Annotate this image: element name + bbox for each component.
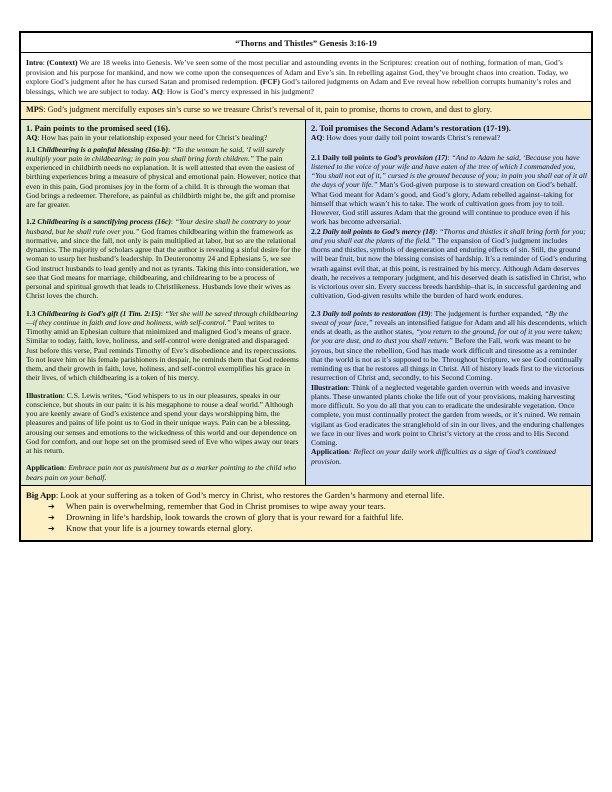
points-columns (19, 120, 593, 486)
mps-section (19, 102, 593, 120)
subpoint-2-2: 2.2 Daily toil points to God’s mercy (18): “Thorns and thistles it shall bring forth for you; and you shall eat the plants of the field.” The expansion of God’s judgment includes thorns and thistles, symbols of degeneration and enduring effects of sin. Still, the ground will bear fruit, but now the blessing consists of hardship. It’s a reminder of God’s enduring wrath against evil that, at this point, is restrained by his mercy. Although Adam deserves death, he receives a temporary judgment, and his deserved death is satisfied in Christ, who is victorious over sin. Every success breeds hardship–that is, in successful gardening and cultivation, God-given results while the burden of hard work endures. (311, 226, 587, 301)
intro-label: Intro (26, 58, 43, 67)
subpoint-title: Childbearing is God’s gift (1 Tim. 2:15) (37, 308, 161, 318)
point-one-column (21, 120, 306, 485)
big-app-text: : Look at your suffering as a token of God’s mercy in Christ, who restores the Garden’s harmony and eternal life. (55, 489, 445, 500)
scripture-quote: “And to Adam he said, ‘Because you have listened to the voice of your wife and have eaten of the tree of which I commanded you, “You shall not eat of it,” cursed is the ground because of you; in pain you shall eat of it all the days of your life.” (311, 152, 587, 190)
scripture-quote: “Your desire shall be contrary to your husband, but he shall rule over you.” (26, 217, 291, 236)
subpoint-1-1: 1.1 Childbearing is a painful blessing (16a-b): “To the woman he said, ‘I will surely multiply your pain in childbearing; in pain you shall bring forth children.” The pain experienced in childbirth needs no explanation. It is well attested that even the easiest of birthing experiences bring a measure of physical and emotional pain. However, notice that even in this pain, God promises joy in the form of a child. It is through the woman that God brings a redeemer. Therefore, as painful as childbirth might be, the gift and promise are far greater. (26, 144, 301, 210)
subpoint-intro: : The judgement is further expanded, (430, 308, 545, 318)
subpoint-number: 2.3 (311, 308, 323, 318)
scripture-quote: “you return to the ground, for out of it you were taken; for you are dust, and to dust you shall return.” (311, 327, 583, 346)
subpoint-body: Man’s God-given purpose is to steward creation on God’s behalf. What God meant for Adam’s good, and God’s glory, Adam rebelled against–taking for himself that which wasn’t his to take. The work of cultivation goes from joy to toil. However, God still assures Adam that the ground will continue to produce even if his work has become adversarial. (311, 180, 578, 227)
intro-text: We are 18 weeks into Genesis. We’ve seen some of the most peculiar and astounding events in the Scriptures: creation out of nothing, formation of man, God’s provision and his purpose for mankind, and now we come upon the consequences of Adam and Eve’s sin. In rebelling against God, they’ve brought chaos into creation. Today, we explore God’s judgment after he has cursed Satan and promised redemption. (26, 58, 569, 87)
intro-aq-text: : How is God’s mercy expressed in his judgment? (162, 86, 314, 96)
list-item-text: When pain is overwhelming, remember that God in Christ promises to wipe away your tears. (66, 500, 386, 511)
list-item (48, 512, 586, 523)
list-item-text: Know that your life is a journey towards eternal glory. (66, 522, 253, 533)
point-two-aq-text: : How does your daily toil point towards Christ’s renewal? (322, 133, 501, 143)
fcf-text: God’s tailored judgments on Adam and Eve reveal how rebellion corrupts humanity’s roles and blessings, which we are subject to today. (26, 77, 571, 96)
application-text: : Reflect on your daily work difficulties as a sign of God’s continued provision. (311, 447, 556, 466)
list-item (48, 501, 586, 512)
subpoint-body: Paul writes to Timothy amid an Ephesian culture that minimized and maligned God’s means of grace. Similar to today, faith, love, holiness, and self-control were denigrated and disparaged. Just before this verse, Paul reminds Timothy of Eve’s disobedience and its repercussions. To not leave him or his female parishioners in despair, he reminds them that God redeems them, and their growth in faith, love, holiness, and self-control exemplifies his grace in their lives, of which childbearing is a token of his mercy. (26, 317, 299, 383)
list-item (48, 523, 586, 534)
arrow-icon: ➔ (48, 501, 55, 511)
point-one-aq-label: AQ (26, 133, 38, 143)
fcf-label: (FCF) (260, 77, 280, 87)
scripture-quote: “To the woman he said, ‘I will surely multiply your pain in childbearing; in pain you shall bring forth children.” (26, 144, 285, 163)
intro-aq-label: AQ (151, 86, 163, 96)
big-app-label: Big App (26, 489, 56, 500)
subpoint-number: 1.2 (26, 217, 38, 227)
mps-label: MPS (26, 105, 44, 115)
point-two-aq-label: AQ (311, 133, 323, 143)
subpoint-title: Childbearing is a painful blessing (16a-b) (37, 144, 168, 154)
application-label: Application (311, 447, 349, 457)
subpoint-2-1: 2.1 Daily toil points to God’s provision (17): “And to Adam he said, ‘Because you have listened to the voice of your wife and have eaten of the tree of which I commanded you, “You shall not eat of it,” cursed is the ground because of you; in pain you shall eat of it all the days of your life.” Man’s God-given purpose is to steward creation on God’s behalf. What God meant for Adam’s good, and God’s glory, Adam rebelled against–taking for himself that which wasn’t his to take. The work of cultivation goes from joy to toil. However, God still assures Adam that the ground will continue to produce even if his work has become adversarial. (311, 152, 587, 227)
subpoint-number: 2.2 (311, 226, 323, 236)
illustration-label: Illustration (26, 390, 63, 400)
subpoint-title: Daily toil points to God’s mercy (18) (322, 226, 436, 236)
application-text: : Embrace pain not as punishment but as a marker pointing to the child who bears pain on your behalf. (26, 463, 296, 482)
subpoint-body: God frames childbearing within the framework as normative, and since the fall, not only is pain multiplied at labor, but so are the relational dynamics. The majority of scholars agree that the author is revealing a sinful desire for the woman to usurp her husband’s leadership. In Deuteronomy 24 and Ephesians 5, we see God instruct husbands to lead gently and not as tyrants. Taking this into consideration, we see that God means for marriage, childbearing, and childrearing to be a process of personal and spiritual growth that leads to Christlikeness. Husbands love their wives as Christ loves the church. (26, 226, 301, 301)
mps-text: : God’s judgment mercifully exposes sin’s curse so we treasure Christ’s reversal of it, pain to promise, thorns to crown, and dust to glory. (43, 105, 492, 115)
arrow-icon: ➔ (48, 512, 55, 522)
big-app-list (26, 501, 586, 534)
subpoint-1-3: 1.3 Childbearing is God’s gift (1 Tim. 2:15): “Yet she will be saved through childbearing—if they continue in faith and love and holiness, with self-control.” Paul writes to Timothy amid an Ephesian culture that minimized and maligned God’s means of grace. Similar to today, faith, love, holiness, and self-control were denigrated and disparaged. Just before this verse, Paul reminds Timothy of Eve’s disobedience and its repercussions. To not leave him or his female parishioners in despair, he reminds them that God redeems them, and their growth in faith, love, holiness, and self-control exemplifies his grace in their lives, of which childbearing is a token of his mercy. (26, 308, 299, 383)
subpoint-title: Daily toil points to restoration (19) (322, 308, 431, 318)
big-app-section (19, 486, 593, 542)
subpoint-body: Before the Fall, work was meant to be joyous, but since the rebellion, God has made work difficult and tiresome as a reminder that the world is not as it’s supposed to be. Throughout Scripture, we see God continually reminding us that he restores all things in Christ. All of history leads first to the victorious resurrection of Christ and, secondly, to his Second Coming. (311, 336, 585, 383)
point-two-column (306, 120, 591, 485)
application-one (26, 463, 301, 482)
intro-section: Intro: (Context) We are 18 weeks into Genesis. We’ve seen some of the most peculiar and astounding events in the Scriptures: creation out of nothing, formation of man, God’s provision and his purpose for mankind, and now we come upon the consequences of Adam and Eve’s sin. In rebelling against God, they’ve brought chaos into creation. Today, we explore God’s judgment after he has cursed Satan and promised redemption. (FCF) God’s tailored judgments on Adam and Eve reveal how rebellion corrupts humanity’s roles and blessings, which we are subject to today. AQ: How is God’s mercy expressed in his judgment? (19, 53, 593, 102)
page-title: “Thorns and Thistles” Genesis 3:16-19 (19, 31, 593, 53)
scripture-quote: “By the sweat of your face,” (311, 308, 568, 327)
subpoint-middle: reveals an intensified fatigue for Adam and all his descendents, which ends at death, as the author states, (311, 317, 587, 337)
context-label: (Context) (46, 58, 78, 67)
subpoint-number: 1.3 (26, 308, 38, 318)
illustration-text: : C.S. Lewis writes, “God whispers to us in our pleasures, speaks in our conscience, but shouts in our pain: it is his megaphone to rouse a deaf world.” Although you are keenly aware of God’s existence and spend your days worshipping him, the pleasures and pains of life point us to God in their unique ways. Pain can be a blessing, arousing our senses and emotions to the wickedness of this world and our dependence on God for comfort, and our hope set on the promised seed of Eve who wipes away our tears at his return. (26, 390, 299, 456)
illustration-label: Illustration (311, 382, 348, 392)
arrow-icon: ➔ (48, 523, 55, 533)
subpoint-body: The pain experienced in childbirth needs no explanation. It is well attested that even the easiest of birthing experiences bring a measure of physical and emotional pain. However, notice that even in this pain, God promises joy in the form of a child. It is through the woman that God brings a redeemer. Therefore, as painful as childbirth might be, the gift and promise are far greater. (26, 153, 301, 210)
sermon-outline (19, 31, 593, 542)
subpoint-2-3 (311, 309, 587, 383)
illustration-text: : Think of a neglected vegetable garden overrun with weeds and invasive plants. These unwanted plants choke the life out of your provisions, making harvesting more difficult. So you do all that you can to eradicate the undesirable vegetation. Once complete, you must continually protect the garden from weeds, or it’s ruined. We remain vigilant as God eradicates the stranglehold of sin in our lives, and the enduring challenges we face in our lives and work point to Christ’s victory at the cross and to His Second Coming. (311, 382, 585, 448)
point-one-aq-text: : How has pain in your relationship exposed your need for Christ’s healing? (37, 133, 268, 143)
application-two (311, 447, 587, 466)
scripture-quote: “Thorns and thistles it shall bring forth for you; and you shall eat the plants of the field.” (311, 226, 586, 245)
subpoint-1-2: 1.2 Childbearing is a sanctifying process (16c): “Your desire shall be contrary to your husband, but he shall rule over you.” God frames childbearing within the framework as normative, and since the fall, not only is pain multiplied at labor, but so are the relational dynamics. The majority of scholars agree that the author is revealing a sinful desire for the woman to usurp her husband’s leadership. In Deuteronomy 24 and Ephesians 5, we see God instruct husbands to lead gently and not as tyrants. Taking this into consideration, we see that God means for marriage, childbearing, and childrearing to be a process of personal and spiritual growth that leads to Christlikeness. Husbands love their wives as Christ loves the church. (26, 217, 301, 301)
subpoint-number: 2.1 Daily toil points to (311, 152, 384, 162)
point-one-heading: 1. Pain points to the promised seed (16). (26, 123, 171, 134)
subpoint-body: The expansion of God’s judgment includes thorns and thistles, symbols of degeneration and enduring effects of sin. Still, the ground will bear fruit, but now the blessing consists of hardship. It’s a reminder of God’s enduring wrath against evil that, at this point, is restrained by his mercy. Although Adam deserves death, he receives a temporary judgment, and his deserved death is satisfied in Christ, who is victorious over sin. Every success breeds hardship–that is, in successful gardening and cultivation, God-given results while the burden of hard work endures. (311, 235, 587, 301)
subpoint-number: 1.1 (26, 144, 38, 154)
application-label: Application (26, 463, 64, 473)
illustration-one (26, 391, 301, 456)
illustration-two (311, 383, 587, 448)
subpoint-title: Childbearing is a sanctifying process (16c) (37, 217, 171, 227)
list-item-text: Drowning in life’s hardship, look towards the crown of glory that is your reward for a faithful life. (66, 511, 404, 522)
scripture-quote: “Yet she will be saved through childbearing—if they continue in faith and love and holiness, with self-control.” (26, 308, 298, 327)
subpoint-title: God’s provision (17) (384, 152, 448, 162)
point-two-heading: 2. Toil promises the Second Adam’s restoration (17-19). (311, 123, 511, 134)
